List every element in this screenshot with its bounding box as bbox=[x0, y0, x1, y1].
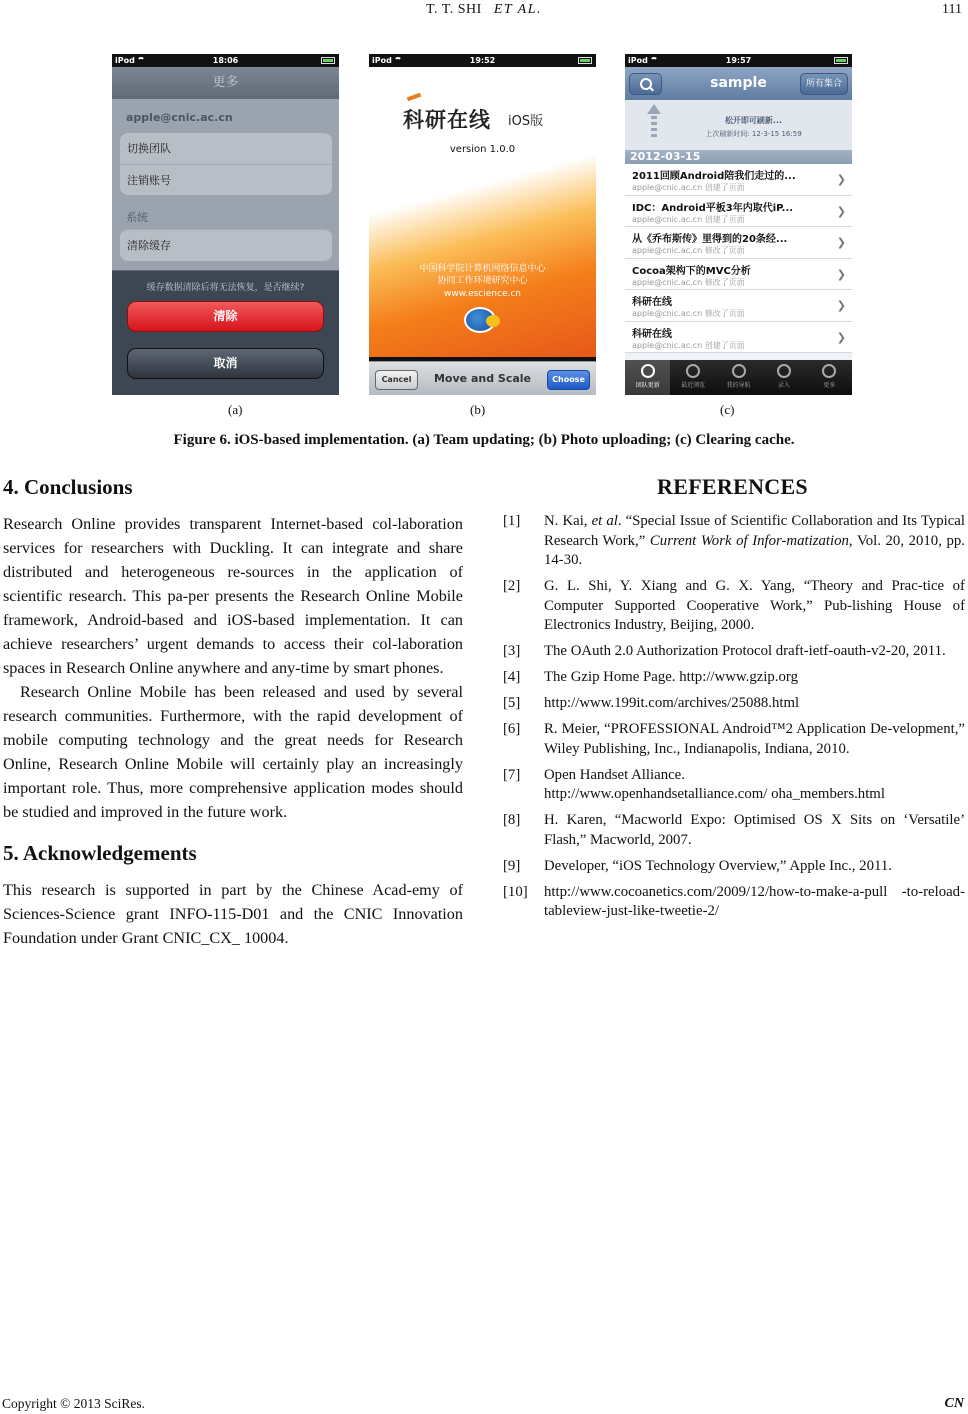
nav-title: sample bbox=[710, 75, 767, 91]
search-icon[interactable] bbox=[629, 73, 662, 95]
header-author: T. T. SHI bbox=[425, 2, 482, 17]
reference-journal: Current Work of Infor-matization bbox=[649, 532, 849, 549]
carrier-label: iPod bbox=[372, 56, 392, 65]
copyright-footer: Copyright © 2013 SciRes. bbox=[2, 1396, 146, 1411]
tab-navigation[interactable] bbox=[716, 360, 761, 395]
chevron-right-icon: ❯ bbox=[836, 267, 846, 281]
reference-number: [4] bbox=[503, 669, 521, 685]
status-bar bbox=[112, 54, 339, 67]
tab-team-updates[interactable] bbox=[625, 360, 670, 395]
references-list bbox=[500, 512, 965, 922]
battery-icon bbox=[321, 57, 335, 64]
reference-number: [8] bbox=[503, 812, 521, 828]
logout-cell[interactable]: 注销账号 bbox=[120, 164, 332, 195]
acknowledgements-paragraph: This research is supported in part by the Chinese Acad-emy of Sciences-Science grant INFO-115-D01 and the CNIC Innovation Foundation under Grant CNIC_CX_ 10004. bbox=[3, 881, 463, 947]
app-version: version 1.0.0 bbox=[449, 144, 516, 155]
tab-label: 最近浏览 bbox=[681, 382, 706, 389]
conclusions-heading: 4. Conclusions bbox=[3, 475, 133, 499]
tab-label: 我的导航 bbox=[726, 382, 751, 389]
toolbar-title: Move and Scale bbox=[433, 372, 532, 385]
item-subtitle: apple@cnic.ac.cn 创建了页面 bbox=[632, 183, 745, 192]
left-column bbox=[3, 472, 463, 950]
reference-item bbox=[500, 694, 965, 714]
reference-number: [9] bbox=[503, 857, 521, 874]
tab-label: 更多 bbox=[823, 382, 836, 389]
item-title: Cocoa架构下的MVC分析 bbox=[632, 265, 751, 277]
header-etal: ET AL. bbox=[493, 2, 542, 17]
reference-item bbox=[500, 642, 965, 662]
conclusions-paragraph-2: Research Online Mobile has been released and used by several research communities. Furthermore, with the rapid development of mobile computing technology and the great needs for Research Online, Research Online Mobile will certainly play an increasingly important role. Thus, more comprehensive application modes should be studied and improved in the future work. bbox=[3, 683, 463, 821]
reference-text: N. Kai, bbox=[544, 513, 592, 529]
subfigure-label-b: (b) bbox=[470, 402, 486, 417]
carrier-label: iPod bbox=[115, 56, 135, 65]
item-subtitle: apple@cnic.ac.cn 创建了页面 bbox=[632, 214, 745, 224]
item-title: IDC：Android平板3年内取代iP... bbox=[632, 202, 794, 214]
app-edition: iOS版 bbox=[508, 114, 544, 129]
reference-url: http://www.openhandsetalliance.com/ oha_members.html bbox=[544, 786, 885, 802]
nav-bar bbox=[625, 67, 852, 100]
running-header bbox=[0, 2, 968, 18]
update-list bbox=[625, 164, 852, 353]
app-title: 科研在线 bbox=[403, 104, 491, 134]
item-subtitle: apple@cnic.ac.cn 修改了页面 bbox=[632, 277, 745, 287]
splash-image bbox=[369, 67, 596, 357]
pull-to-refresh bbox=[625, 100, 852, 150]
reference-item bbox=[500, 577, 965, 636]
item-title: 科研在线 bbox=[632, 297, 672, 308]
reference-text: Open Handset Alliance. bbox=[544, 766, 685, 783]
tab-label: 录入 bbox=[777, 382, 790, 389]
image-picker-toolbar bbox=[369, 361, 596, 395]
reference-number: [6] bbox=[503, 721, 521, 737]
list-item[interactable] bbox=[625, 227, 852, 259]
subfigure-label-c: (c) bbox=[720, 402, 735, 417]
acknowledgements-heading: 5. Acknowledgements bbox=[3, 841, 197, 865]
list-icon bbox=[732, 364, 746, 378]
chevron-right-icon: ❯ bbox=[836, 330, 846, 344]
clock: 18:06 bbox=[212, 56, 239, 65]
reference-text: Developer, “iOS Technology Overview,” Apple Inc., 2011. bbox=[544, 857, 892, 874]
nav-title: 更多 bbox=[112, 67, 339, 99]
system-section-header: 系统 bbox=[126, 211, 148, 224]
chevron-right-icon: ❯ bbox=[836, 299, 846, 312]
tab-recent[interactable] bbox=[670, 360, 715, 395]
item-subtitle: apple@cnic.ac.cn 修改了页面 bbox=[632, 309, 745, 318]
camera-icon bbox=[777, 364, 791, 378]
item-title: 2011回顾Android陪我们走过的... bbox=[632, 171, 796, 182]
reference-text: G. L. Shi, Y. Xiang and G. X. Yang, “Theory and Prac-tice of Computer Supported Cooperative Work,” Pub-lishing House of Electronics Industry, Beijing, 2000. bbox=[544, 578, 965, 633]
figure-caption: Figure 6. iOS-based implementation. (a) Team updating; (b) Photo uploading; (c) Clearing cache. bbox=[173, 432, 795, 448]
all-collections-button[interactable]: 所有集合 bbox=[800, 73, 848, 95]
battery-icon bbox=[834, 57, 848, 64]
screenshot-clearing-cache bbox=[112, 54, 339, 395]
reference-item bbox=[500, 857, 965, 877]
item-title: 从《乔布斯传》里得到的20条经... bbox=[632, 234, 788, 245]
last-refresh-time: 上次刷新时间: 12-3-15 16:59 bbox=[705, 130, 802, 138]
battery-icon bbox=[578, 57, 592, 64]
org-line-2: 协同工作环境研究中心 bbox=[437, 276, 528, 286]
account-section-header: apple@cnic.ac.cn bbox=[126, 111, 233, 124]
reference-number: [3] bbox=[503, 643, 521, 659]
clock: 19:52 bbox=[469, 56, 496, 65]
chevron-right-icon: ❯ bbox=[836, 204, 846, 218]
list-item[interactable] bbox=[625, 322, 852, 354]
reference-text: , Vol. 20, 2010, pp. 14-30. bbox=[544, 532, 965, 568]
clock-icon bbox=[686, 364, 700, 378]
references-heading: REFERENCES bbox=[657, 474, 808, 499]
tab-input[interactable] bbox=[761, 360, 806, 395]
item-title: 科研在线 bbox=[632, 328, 672, 340]
list-item[interactable] bbox=[625, 259, 852, 291]
switch-team-cell[interactable]: 切换团队 bbox=[120, 133, 332, 164]
toolbar-cancel-button[interactable]: Cancel bbox=[375, 370, 418, 390]
more-icon bbox=[822, 364, 836, 378]
journal-abbrev: CN bbox=[944, 1396, 964, 1411]
chevron-right-icon: ❯ bbox=[836, 236, 846, 249]
reference-number: [10] bbox=[503, 883, 528, 900]
tab-more[interactable] bbox=[807, 360, 852, 395]
list-item[interactable] bbox=[625, 290, 852, 322]
reference-number: [7] bbox=[503, 766, 521, 783]
chevron-right-icon: ❯ bbox=[836, 173, 846, 186]
status-bar bbox=[625, 54, 852, 67]
screenshot-team-updating bbox=[625, 54, 852, 395]
right-column bbox=[500, 472, 965, 928]
reference-number: [2] bbox=[503, 578, 521, 594]
tab-label: 团队更新 bbox=[635, 382, 660, 389]
item-subtitle: apple@cnic.ac.cn 创建了页面 bbox=[632, 340, 745, 350]
reference-number: [5] bbox=[503, 695, 521, 711]
status-bar bbox=[369, 54, 596, 67]
reference-text: http://www.199it.com/archives/25088.html bbox=[544, 695, 800, 711]
reference-item bbox=[500, 668, 965, 688]
tab-bar bbox=[625, 360, 852, 395]
reference-item bbox=[500, 766, 965, 805]
reference-text: . “Special Issue of Scientific Collaboration and Its Typical Research Work,” bbox=[544, 513, 965, 549]
conclusions-paragraph-1: Research Online provides transparent Internet-based col-laboration services for researchers with Duckling. It can integrate and share distributed and heterogeneous re-sources in the application of scientific research. This pa-per presents the Research Online Mobile framework, Android-based and iOS-based implementation. It can achieve researchers’ urgent demands to access their col-laboration spaces in Research Online anywhere and any-time by smart phones. bbox=[3, 515, 463, 677]
cancel-button[interactable]: 取消 bbox=[127, 348, 324, 379]
pull-message: 松开即可刷新... bbox=[724, 116, 783, 125]
carrier-label: iPod bbox=[628, 56, 648, 65]
reference-text: The OAuth 2.0 Authorization Protocol draft-ietf-oauth-v2-20, 2011. bbox=[544, 643, 946, 659]
reference-item bbox=[500, 811, 965, 850]
reference-item bbox=[500, 512, 965, 571]
item-subtitle: apple@cnic.ac.cn 修改了页面 bbox=[632, 246, 745, 255]
globe-logo-icon bbox=[464, 307, 496, 333]
clear-cache-cell[interactable]: 清除缓存 bbox=[120, 229, 332, 261]
reference-text: H. Karen, “Macworld Expo: Optimised OS X Sits on ‘Versatile’ Flash,” Macworld, 2007. bbox=[544, 812, 965, 848]
list-item[interactable] bbox=[625, 196, 852, 228]
reference-number: [1] bbox=[503, 513, 521, 529]
org-line-1: 中国科学院计算机网络信息中心 bbox=[419, 264, 546, 274]
reference-text: http://www.cocoanetics.com/2009/12/how-to-make-a-pull -to-reload-tableview-just-like-tweetie-2/ bbox=[544, 883, 965, 919]
toolbar-choose-button[interactable]: Choose bbox=[547, 370, 590, 390]
subfigure-label-a: (a) bbox=[228, 402, 243, 417]
reference-text: R. Meier, “PROFESSIONAL Android™2 Application De-velopment,” Wiley Publishing, Inc., Indianapolis, Indiana, 2010. bbox=[544, 721, 965, 757]
reference-item bbox=[500, 720, 965, 759]
people-icon bbox=[641, 364, 655, 378]
alert-message: 缓存数据清除后将无法恢复，是否继续? bbox=[146, 283, 305, 293]
org-url: www.escience.cn bbox=[443, 289, 522, 299]
reference-italic: et al bbox=[591, 513, 618, 529]
date-section-header: 2012-03-15 bbox=[625, 150, 852, 164]
reference-item bbox=[500, 883, 965, 922]
reference-text: The Gzip Home Page. http://www.gzip.org bbox=[544, 669, 798, 685]
clock: 19:57 bbox=[725, 56, 752, 65]
screenshot-photo-uploading bbox=[369, 54, 596, 395]
page-number: 111 bbox=[942, 2, 962, 17]
list-item[interactable] bbox=[625, 164, 852, 196]
clear-button[interactable]: 清除 bbox=[127, 301, 324, 332]
